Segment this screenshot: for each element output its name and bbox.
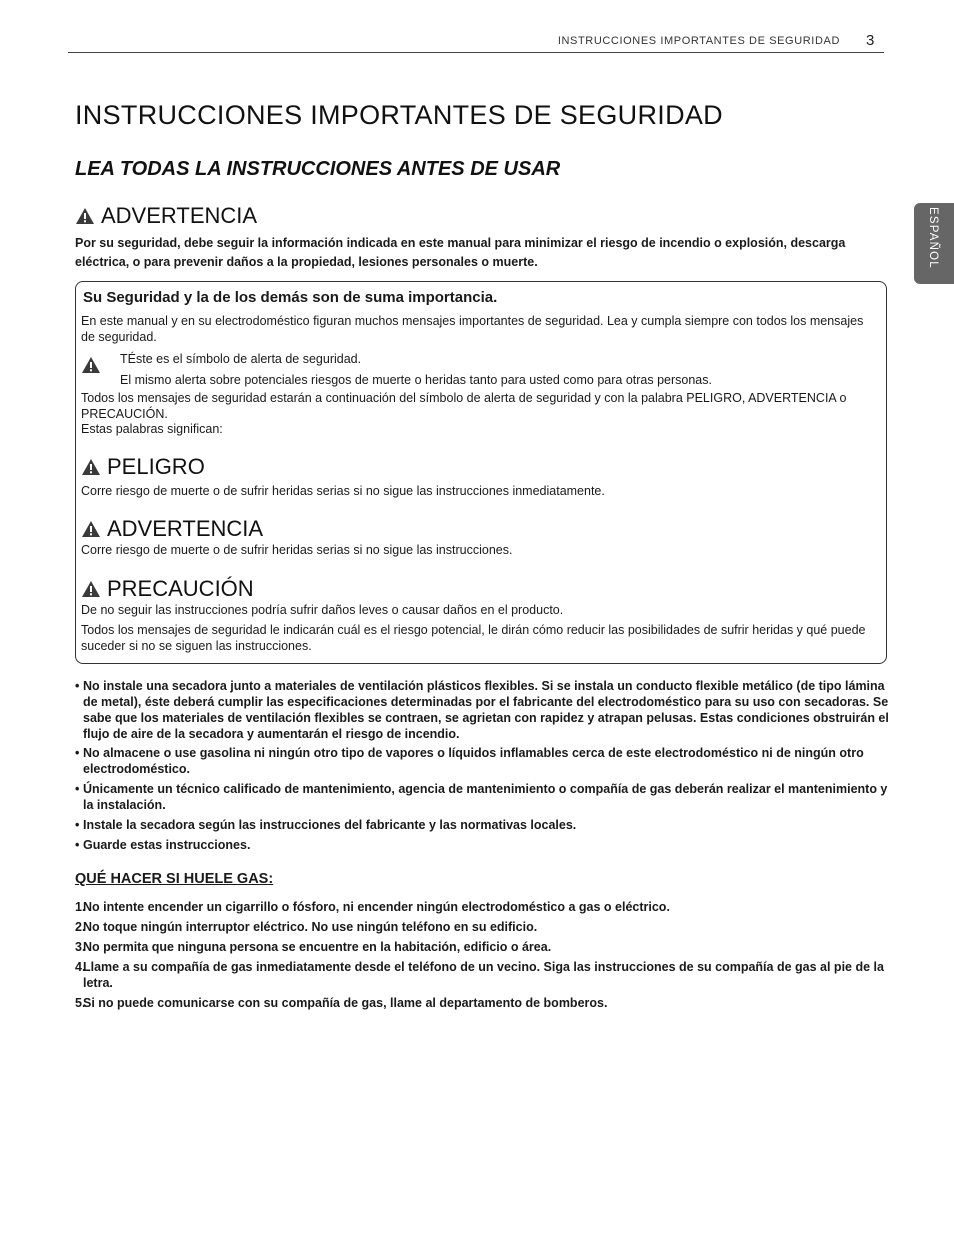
bullet-marker: • <box>75 818 80 832</box>
advertencia-heading-text: ADVERTENCIA <box>107 516 264 541</box>
advertencia-text: Corre riesgo de muerte o de sufrir heridas serias si no sigue las instrucciones. <box>81 543 513 557</box>
precaucion-heading-text: PRECAUCIÓN <box>107 576 254 601</box>
advertencia-heading <box>81 516 263 542</box>
peligro-heading <box>81 454 205 480</box>
running-header: INSTRUCCIONES IMPORTANTES DE SEGURIDAD <box>557 35 840 47</box>
safety-box-paragraph-3: Estas palabras significan: <box>81 422 223 436</box>
safety-box-paragraph-1: En este manual y en su electrodoméstico figuran muchos mensajes importantes de seguridad. Lea y cumpla siempre con todos los mensajes de seguridad. <box>81 314 864 344</box>
list-item: 5. Si no puede comunicarse con su compañía de gas, llame al departamento de bomberos. <box>75 996 608 1010</box>
caution-triangle-icon <box>81 580 101 598</box>
page-number: 3 <box>866 32 875 49</box>
warning-heading-text: ADVERTENCIA <box>101 203 258 228</box>
language-tab-label: ESPAÑOL <box>927 207 939 269</box>
symbol-description-1: TÉste es el símbolo de alerta de seguridad. <box>120 352 362 366</box>
warning-heading <box>75 203 257 229</box>
list-item: • No instale una secadora junto a materiales de ventilación plásticos flexibles. Si se instala un conducto flexible metálico (de tipo lámina de metal), éste deberá cumplir las especificaciones determinadas por el fabricante del electrodoméstico para su uso con secadoras. Se sabe que los materiales de ventilación flexibles se contraen, se agrietan con rapidez y atrapan pelusas. Estas condiciones obstruirán el flujo de aire de la secadora y aumentarán el riesgo de incendio. <box>75 679 889 741</box>
safety-box-closing: Todos los mensajes de seguridad le indicarán cuál es el riesgo potencial, le dirán cómo reducir las posibilidades de sufrir heridas y qué puede suceder si no se siguen las instrucciones. <box>81 623 866 653</box>
bullet-marker: • <box>75 746 80 760</box>
warning-triangle-icon <box>75 207 95 225</box>
peligro-text: Corre riesgo de muerte o de sufrir heridas serias si no sigue las instrucciones inmediatamente. <box>81 484 605 498</box>
list-item: • No almacene o use gasolina ni ningún otro tipo de vapores o líquidos inflamables cerca de este electrodoméstico ni de ningún otro electrodoméstico. <box>75 746 864 776</box>
safety-box-title: Su Seguridad y la de los demás son de suma importancia. <box>83 289 498 306</box>
gas-section-heading: QUÉ HACER SI HUELE GAS: <box>75 871 274 887</box>
bullet-marker: • <box>75 782 80 796</box>
safety-box-paragraph-2: Todos los mensajes de seguridad estarán a continuación del símbolo de alerta de seguridad y con la palabra PELIGRO, ADVERTENCIA o PRECAUCIÓN. <box>81 391 847 421</box>
bullet-marker: • <box>75 679 80 693</box>
list-item: • Únicamente un técnico calificado de mantenimiento, agencia de mantenimiento o compañía de gas deberán realizar el mantenimiento y la instalación. <box>75 782 888 812</box>
list-item: 1. No intente encender un cigarrillo o fósforo, ni encender ningún electrodoméstico a gas o eléctrico. <box>75 900 670 914</box>
peligro-heading-text: PELIGRO <box>107 454 205 479</box>
list-item: 4. Llame a su compañía de gas inmediatamente desde el teléfono de un vecino. Siga las instrucciones de su compañía de gas al pie de la letra. <box>75 960 884 990</box>
safety-alert-symbol-icon <box>81 356 101 374</box>
list-item: 3. No permita que ninguna persona se encuentre en la habitación, edificio o área. <box>75 940 552 954</box>
list-item: • Guarde estas instrucciones. <box>75 838 251 852</box>
intro-paragraph: Por su seguridad, debe seguir la información indicada en este manual para minimizar el riesgo de incendio o explosión, descarga eléctrica, o para prevenir daños a la propiedad, lesiones personales o muerte. <box>75 236 846 269</box>
page-subtitle: LEA TODAS LA INSTRUCCIONES ANTES DE USAR <box>75 158 561 180</box>
precaucion-heading <box>81 576 254 602</box>
page-title: INSTRUCCIONES IMPORTANTES DE SEGURIDAD <box>75 100 723 130</box>
danger-triangle-icon <box>81 458 101 476</box>
header-divider <box>68 52 884 53</box>
symbol-description-2: El mismo alerta sobre potenciales riesgos de muerte o heridas tanto para usted como para otras personas. <box>120 373 712 387</box>
bullet-marker: • <box>75 838 80 852</box>
language-tab <box>914 203 954 284</box>
precaucion-text: De no seguir las instrucciones podría sufrir daños leves o causar daños en el producto. <box>81 603 564 617</box>
list-item: • Instale la secadora según las instrucciones del fabricante y las normativas locales. <box>75 818 577 832</box>
list-item: 2. No toque ningún interruptor eléctrico. No use ningún teléfono en su edificio. <box>75 920 538 934</box>
warning-triangle-icon <box>81 520 101 538</box>
